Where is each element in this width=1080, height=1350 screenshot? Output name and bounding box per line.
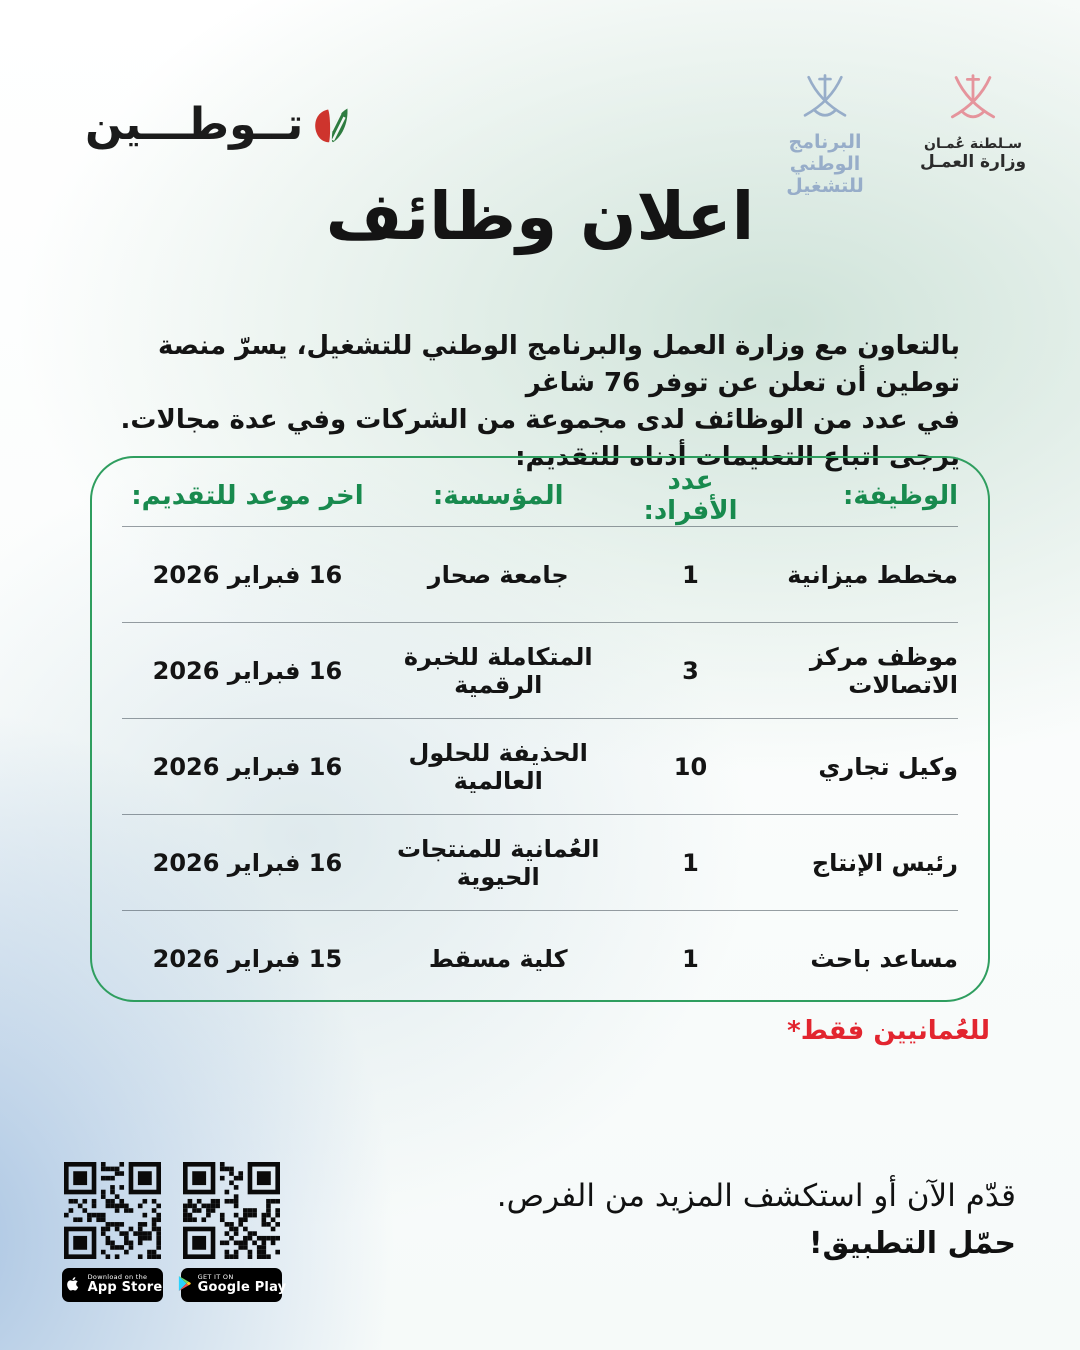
table-row — [122, 911, 958, 1006]
jobs-table — [90, 456, 990, 1002]
header-deadline: اخر موعد للتقديم: — [131, 481, 364, 511]
ministry-logo-line2: وزارة العمـل — [919, 152, 1027, 172]
job-cell: مساعد باحث — [810, 944, 958, 973]
job-cell: وكيل تجاري — [818, 752, 958, 781]
app-store-badge[interactable] — [62, 1268, 163, 1302]
header-count: عدد الأفراد: — [643, 466, 738, 526]
page-title: اعلان وظائف — [325, 178, 755, 255]
deadline-cell: 16 فبراير 2026 — [152, 848, 343, 877]
program-logo-line1: البرنامج الوطني — [788, 131, 862, 175]
tawteen-flower-icon — [312, 96, 352, 152]
org-cell: المتكاملة للخبرة الرقمية — [403, 642, 593, 699]
ministry-of-labour-logo — [912, 70, 1034, 172]
app-store-qr-code — [64, 1162, 161, 1259]
oman-national-emblem-icon — [942, 70, 1004, 134]
cta-line-2: حمّل التطبيق! — [808, 1226, 1016, 1261]
count-cell: 1 — [682, 560, 699, 589]
org-cell: العُمانية للمنتجات الحيوية — [396, 834, 600, 891]
table-header-row — [122, 466, 958, 527]
deadline-cell: 16 فبراير 2026 — [152, 656, 343, 685]
count-cell: 1 — [682, 848, 699, 877]
google-play-tagline: GET IT ON — [197, 1272, 234, 1281]
oman-national-emblem-icon — [796, 70, 854, 132]
apple-icon — [63, 1274, 82, 1297]
job-cell: موظف مركز الاتصالات — [809, 642, 958, 699]
org-cell: كلية مسقط — [428, 944, 568, 973]
header-org: المؤسسة: — [432, 481, 564, 511]
table-row — [122, 719, 958, 815]
app-store-tagline: Download on the — [87, 1272, 148, 1281]
intro-line-3: يرجى اتباع التعليمات أدناه للتقديم: — [515, 442, 960, 472]
call-to-action — [497, 1178, 1016, 1261]
google-play-icon — [177, 1275, 192, 1296]
google-play-badge[interactable] — [181, 1268, 287, 1302]
deadline-cell: 16 فبراير 2026 — [152, 752, 343, 781]
job-cell: رئيس الإنتاج — [811, 848, 958, 877]
app-store-name: App Store — [87, 1280, 163, 1296]
google-play-name: Google Play — [197, 1280, 287, 1296]
download-section — [62, 1162, 287, 1302]
tawteen-logo — [85, 96, 352, 152]
intro-paragraph — [120, 328, 960, 476]
deadline-cell: 16 فبراير 2026 — [152, 560, 343, 589]
deadline-cell: 15 فبراير 2026 — [152, 944, 343, 973]
count-cell: 3 — [682, 656, 699, 685]
header-job: الوظيفة: — [843, 481, 958, 511]
google-play-column — [181, 1162, 287, 1302]
app-store-column — [62, 1162, 163, 1302]
table-row — [122, 815, 958, 911]
job-cell: مخطط ميزانية — [787, 560, 958, 589]
google-play-qr-code — [183, 1162, 280, 1259]
program-logo-line2: للتشغيل — [786, 174, 864, 197]
intro-line-1: بالتعاون مع وزارة العمل والبرنامج الوطني للتشغيل، يسرّ منصة توطين أن تعلن عن توفر 76 شاغر — [158, 331, 960, 398]
org-cell: جامعة صحار — [427, 560, 569, 589]
org-cell: الحذيفة للحلول العالمية — [408, 738, 588, 795]
cta-line-1: قدّم الآن أو استكشف المزيد من الفرص. — [496, 1178, 1016, 1214]
count-cell: 10 — [673, 752, 708, 781]
count-cell: 1 — [682, 944, 699, 973]
omanis-only-note: للعُمانيين فقط* — [787, 1016, 990, 1046]
table-row — [122, 527, 958, 623]
ministry-logo-line1: سـلطنة عُمـان — [924, 136, 1022, 152]
table-row — [122, 623, 958, 719]
tawteen-wordmark: تــوطـــين — [85, 98, 304, 150]
intro-line-2: في عدد من الوظائف لدى مجموعة من الشركات وفي عدة مجالات. — [120, 405, 960, 435]
